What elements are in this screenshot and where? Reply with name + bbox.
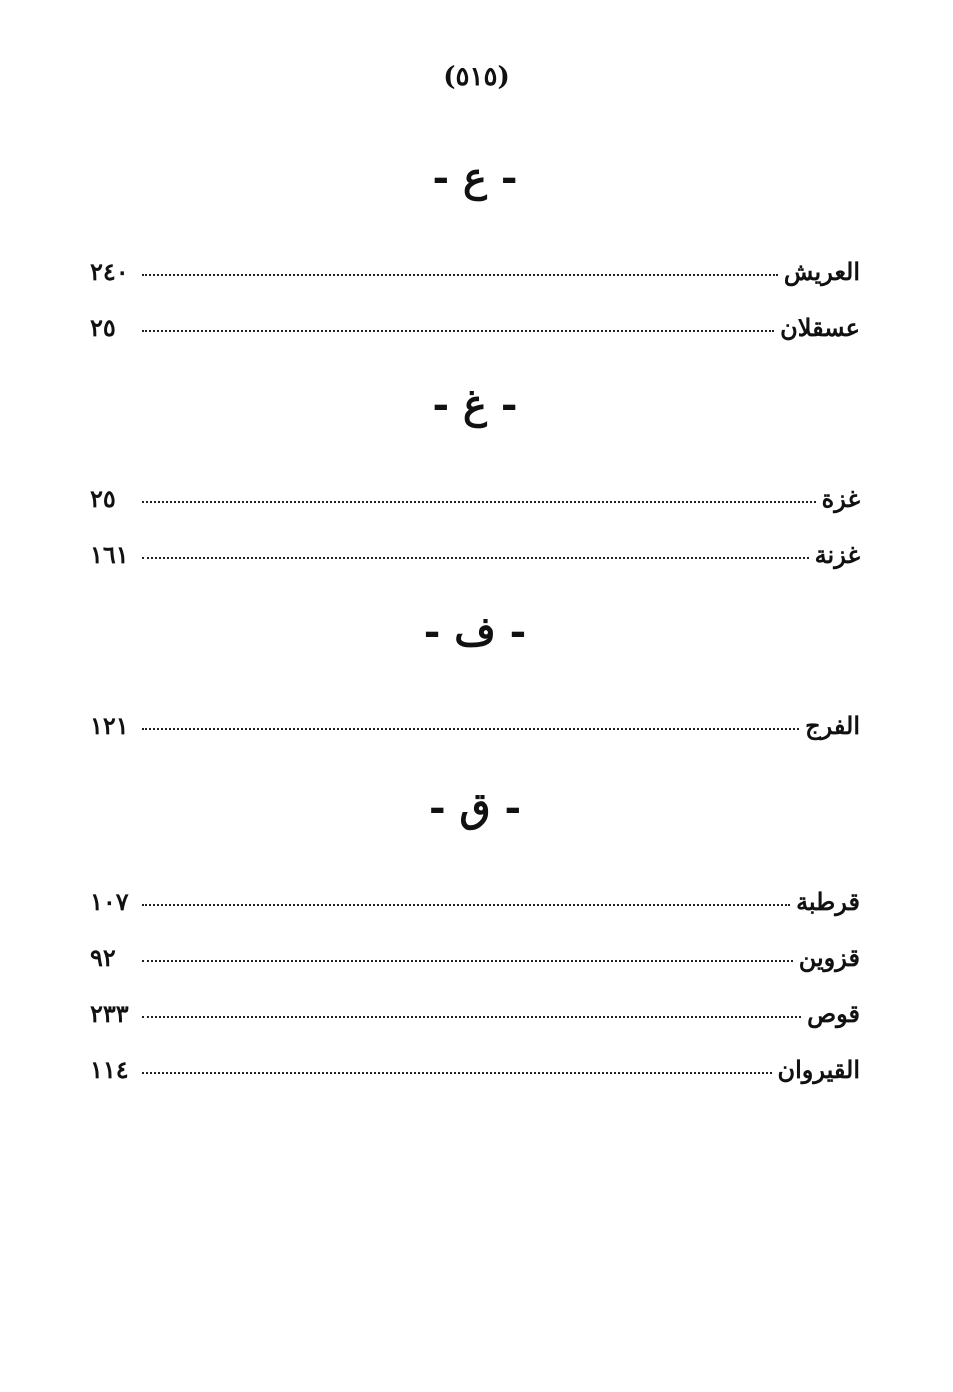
dot-leader: [142, 960, 793, 962]
section-heading: - ع -: [432, 154, 518, 201]
entry-page-number: ٢٥: [90, 484, 116, 513]
entry-name: القيروان: [777, 1055, 860, 1084]
dot-leader: [142, 1016, 801, 1018]
entry-page-number: ١١٤: [90, 1055, 129, 1084]
entry-name: قزوين: [798, 943, 860, 972]
dot-leader: [142, 330, 774, 332]
entry-name: قوص: [807, 999, 860, 1028]
section-heading: - غ -: [432, 381, 518, 428]
dot-leader: [142, 904, 790, 906]
page-number: (٥١٥): [443, 62, 510, 92]
entry-name: غزنة: [814, 540, 860, 569]
dot-leader: [142, 557, 809, 559]
entry-name: العريش: [783, 257, 860, 286]
index-section-ghain: [90, 375, 860, 569]
entry-page-number: ١٢١: [90, 711, 129, 740]
entry-page-number: ٢٥: [90, 313, 116, 342]
entry-page-number: ١٠٧: [90, 887, 129, 916]
index-entry: [90, 916, 860, 972]
entry-page-number: ٢٣٣: [90, 999, 129, 1028]
dot-leader: [142, 274, 778, 276]
index-section-qaf: [90, 778, 860, 1084]
index-entry: [90, 286, 860, 342]
dot-leader: [142, 1072, 772, 1074]
index-entry: [90, 860, 860, 916]
entry-page-number: ٢٤٠: [90, 257, 129, 286]
index-section-ain: [90, 148, 860, 342]
index-entry: [90, 457, 860, 513]
dot-leader: [142, 728, 799, 730]
entry-name: غزة: [821, 484, 860, 513]
index-entry: [90, 230, 860, 286]
entry-page-number: ١٦١: [90, 540, 129, 569]
entry-name: عسقلان: [780, 313, 860, 342]
entry-page-number: ٩٢: [90, 943, 116, 972]
section-heading: - ف -: [423, 608, 527, 655]
index-entry: [90, 684, 860, 740]
section-heading: - ق -: [428, 784, 522, 831]
entry-name: الفرج: [805, 711, 860, 740]
index-entry: [90, 972, 860, 1028]
index-entry: [90, 513, 860, 569]
entry-name: قرطبة: [796, 887, 860, 916]
dot-leader: [142, 501, 816, 503]
index-section-fa: [90, 602, 860, 740]
index-entry: [90, 1028, 860, 1084]
